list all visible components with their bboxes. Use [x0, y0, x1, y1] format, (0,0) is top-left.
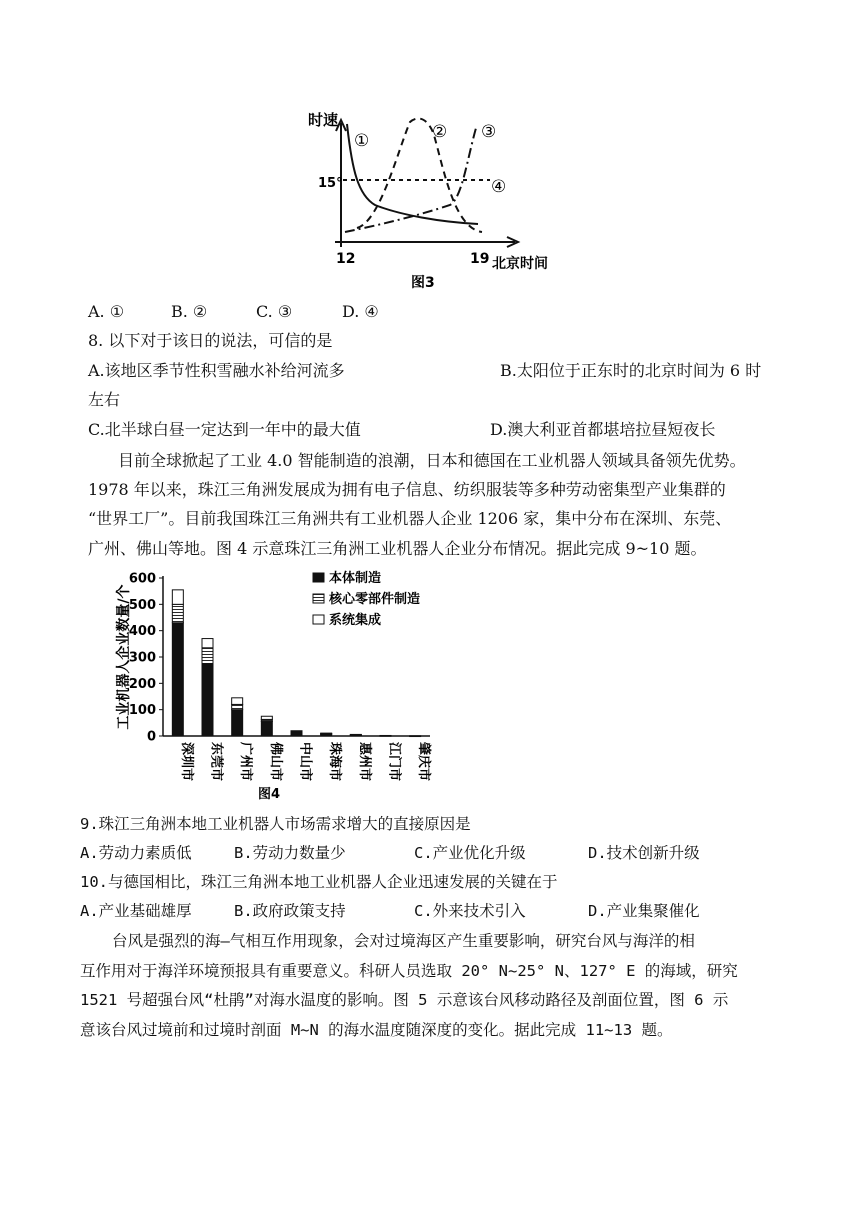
- passage2-line-4: 意该台风过境前和过境时剖面 M~N 的海水温度随深度的变化。据此完成 11~13 题。: [80, 1021, 673, 1039]
- fig4-ytick-label: 300: [128, 650, 156, 666]
- fig4-bar-2: [202, 648, 213, 664]
- q9-option-c: C.产业优化升级: [414, 844, 526, 862]
- q8-option-b: B.太阳位于正东时的北京时间为 6 时: [500, 361, 762, 380]
- figure-4-chart: [0, 566, 860, 806]
- fig4-legend-swatch: [313, 573, 324, 582]
- fig3-ytick-15: 15°: [318, 176, 343, 191]
- fig4-category-label: 东莞市: [208, 742, 224, 782]
- fig4-bar-3: [291, 731, 302, 732]
- passage2-line-3: 1521 号超强台风“杜鹃”对海水温度的影响。图 5 示意该台风移动路径及剖面位置，图 6 示: [80, 991, 729, 1009]
- q10-option-b: B.政府政策支持: [234, 902, 346, 920]
- fig4-ytick-label: 200: [128, 676, 156, 692]
- fig4-caption: 图4: [258, 787, 281, 802]
- fig3-xtick-19: 19: [470, 251, 490, 267]
- fig4-ytick-label: 500: [128, 597, 156, 613]
- fig4-bar-1: [232, 710, 243, 736]
- fig4-ytick-label: 600: [128, 571, 156, 587]
- q8-option-b-cont: 左右: [88, 390, 121, 409]
- fig3-label-2: ②: [432, 122, 448, 142]
- passage2-line-2: 互作用对于海洋环境预报具有重要意义。科研人员选取 20° N~25° N、127° E 的海域，研究: [80, 962, 738, 980]
- fig4-bar-1: [172, 623, 183, 736]
- fig4-category-label: 江门市: [386, 742, 402, 782]
- q10-option-d: D.产业集聚催化: [588, 902, 700, 920]
- fig3-label-4: ④: [491, 177, 507, 197]
- q7-option-c: C. ③: [256, 302, 293, 321]
- fig4-ytick-label: 0: [146, 729, 156, 745]
- fig4-legend-label: 核心零部件制造: [329, 592, 421, 607]
- fig4-ytick-label: 100: [128, 703, 156, 719]
- fig4-legend-swatch: [313, 594, 324, 603]
- passage1-line-3: “世界工厂”。目前我国珠江三角洲共有工业机器人企业 1206 家，集中分布在深圳、东莞、: [88, 509, 732, 528]
- q9-stem: 9.珠江三角洲本地工业机器人市场需求增大的直接原因是: [80, 815, 471, 833]
- fig4-ylabel: 工业机器人企业数量/个: [116, 584, 132, 730]
- passage1-line-1: 目前全球掀起了工业 4.0 智能制造的浪潮，日本和德国在工业机器人领域具备领先优势。: [118, 451, 746, 470]
- fig4-ytick-label: 400: [128, 624, 156, 640]
- fig4-bar-3: [321, 733, 332, 734]
- fig4-bar-1: [202, 664, 213, 736]
- fig4-bar-3: [202, 639, 213, 648]
- fig4-category-label: 中山市: [297, 742, 313, 782]
- q8-option-c: C.北半球白昼一定达到一年中的最大值: [88, 420, 361, 439]
- q7-option-d: D. ④: [342, 302, 379, 321]
- fig4-bar-3: [232, 698, 243, 705]
- fig4-bar-3: [172, 590, 183, 604]
- fig4-bar-1: [261, 722, 272, 736]
- fig4-legend-label: 系统集成: [329, 613, 382, 628]
- q7-option-a: A. ①: [88, 302, 125, 321]
- fig4-legend-swatch: [313, 615, 324, 624]
- fig3-label-3: ③: [481, 122, 497, 142]
- q9-option-b: B.劳动力数量少: [234, 844, 346, 862]
- q9-option-a: A.劳动力素质低: [80, 844, 192, 862]
- fig4-legend-label: 本体制造: [329, 571, 382, 586]
- fig4-bar-1: [380, 735, 391, 736]
- fig3-ylabel: 时速: [308, 111, 339, 129]
- fig4-category-label: 珠海市: [327, 742, 343, 782]
- fig4-category-label: 深圳市: [178, 742, 194, 782]
- q9-option-d: D.技术创新升级: [588, 844, 700, 862]
- fig3-caption: 图3: [411, 275, 435, 291]
- fig4-bar-1: [410, 736, 421, 737]
- fig3-xtick-12: 12: [336, 251, 356, 267]
- fig4-category-label: 肇庆市: [416, 742, 432, 782]
- passage1-line-2: 1978 年以来，珠江三角洲发展成为拥有电子信息、纺织服装等多种劳动密集型产业集群的: [88, 480, 726, 499]
- fig3-xlabel: 北京时间: [492, 256, 548, 272]
- fig4-category-label: 佛山市: [267, 742, 283, 782]
- q8-stem: 8. 以下对于该日的说法，可信的是: [88, 331, 333, 350]
- fig3-curve-2: [357, 118, 482, 232]
- fig4-bar-3: [350, 734, 361, 735]
- fig4-bar-2: [232, 704, 243, 709]
- q10-stem: 10.与德国相比，珠江三角洲本地工业机器人企业迅速发展的关键在于: [80, 873, 558, 891]
- q10-option-c: C.外来技术引入: [414, 902, 526, 920]
- q10-option-a: A.产业基础雄厚: [80, 902, 192, 920]
- fig4-bar-2: [172, 604, 183, 622]
- fig4-bar-3: [261, 716, 272, 719]
- fig4-category-label: 广州市: [238, 742, 254, 782]
- q8-option-a: A.该地区季节性积雪融水补给河流多: [88, 361, 345, 380]
- figure-3: [0, 0, 860, 300]
- passage1-line-4: 广州、佛山等地。图 4 示意珠江三角洲工业机器人企业分布情况。据此完成 9~10 题。: [88, 539, 707, 558]
- q7-option-b: B. ②: [171, 302, 208, 321]
- q8-option-d: D.澳大利亚首都堪培拉昼短夜长: [490, 420, 716, 439]
- fig4-category-label: 惠州市: [356, 742, 372, 782]
- fig3-label-1: ①: [354, 131, 370, 151]
- passage2-line-1: 台风是强烈的海—气相互作用现象，会对过境海区产生重要影响，研究台风与海洋的相: [112, 932, 695, 950]
